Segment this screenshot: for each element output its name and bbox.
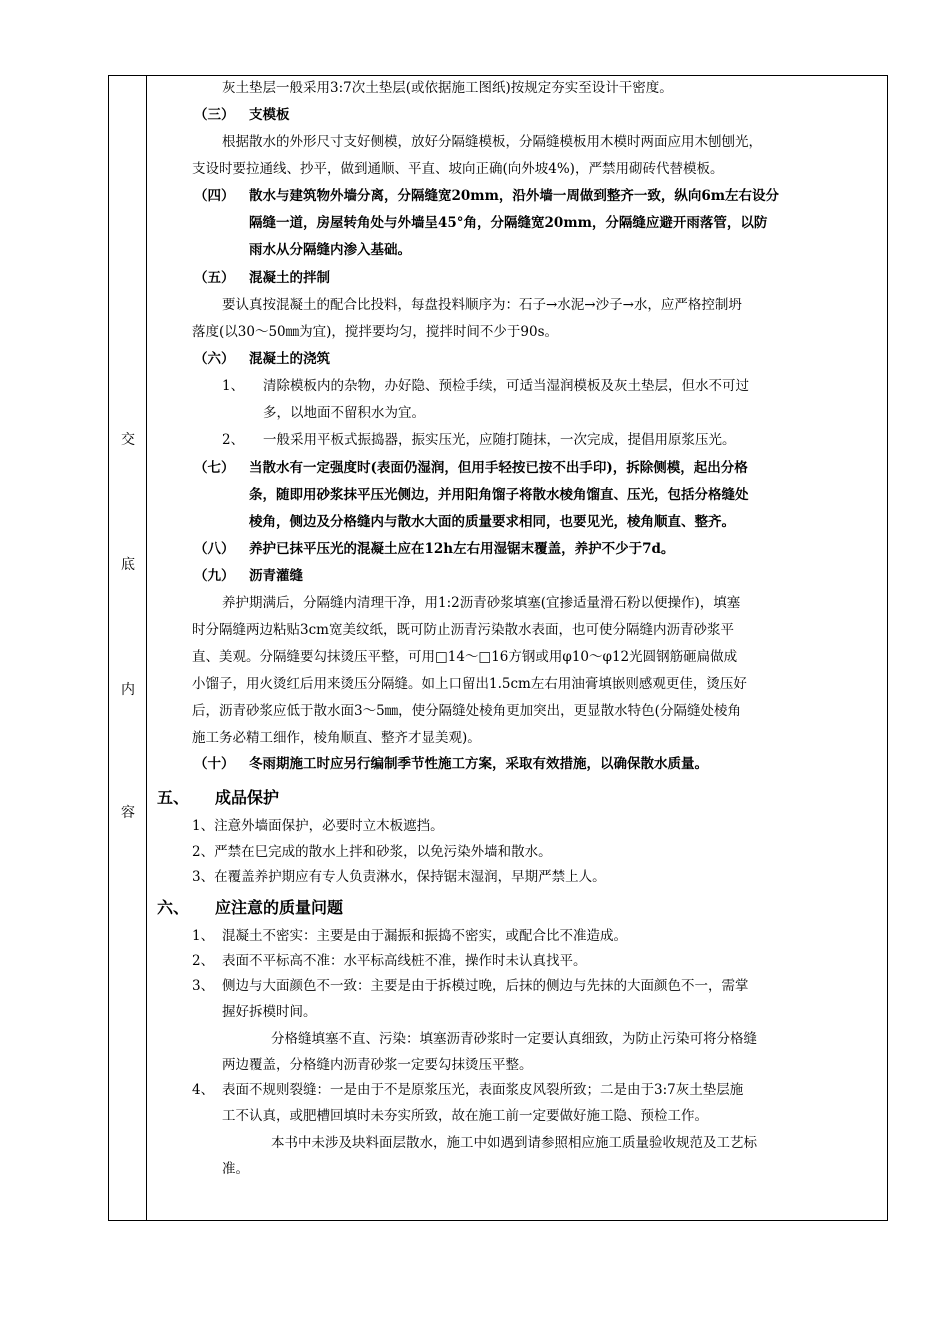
- text-line: 小馏子，用火烫红后用来烫压分隔缝。如上口留出1.5cm左右用油膏填嵌则感观更佳，烫压好: [192, 676, 747, 692]
- section-title: 混凝土的浇筑: [249, 351, 330, 367]
- text-line: 本书中未涉及块料面层散水，施工中如遇到请参照相应施工质量验收规范及工艺标: [271, 1135, 757, 1151]
- text-line: 落度(以30～50㎜为宜)，搅拌要均匀，搅拌时间不少于90s。: [192, 324, 558, 340]
- list-number: 1、: [222, 378, 245, 394]
- text-line: 2、严禁在巳完成的散水上拌和砂浆，以免污染外墙和散水。: [192, 844, 552, 860]
- heading-title: 成品保护: [215, 788, 280, 807]
- text-line: 握好拆模时间。: [222, 1004, 317, 1020]
- text-line: 表面不规则裂缝：一是由于不是原浆压光，表面浆皮风裂所致；二是由于3:7灰土垫层施: [222, 1082, 744, 1098]
- text-line: 工不认真，或肥槽回填时未夯实所致，故在施工前一定要做好施工隐、预检工作。: [222, 1108, 708, 1124]
- text-line: 支设时要拉通线、抄平，做到通顺、平直、坡向正确(向外坡4%)，严禁用砌砖代替模板。: [192, 161, 724, 177]
- text-line: 1、注意外墙面保护，必要时立木板遮挡。: [192, 818, 444, 834]
- heading-number: 五、: [157, 788, 190, 807]
- text-line: 根据散水的外形尺寸支好侧模，放好分隔缝模板，分隔缝模板用木模时两面应用木刨刨光，: [222, 134, 762, 150]
- text-line: 灰土垫层一般采用3:7次土垫层(或依据施工图纸)按规定夯实至设计干密度。: [222, 80, 673, 96]
- text-line: 时分隔缝两边粘贴3cm宽美纹纸，既可防止沥青污染散水表面，也可使分隔缝内沥青砂浆平: [192, 622, 734, 638]
- text-line: 清除模板内的杂物，办好隐、预检手续，可适当湿润模板及灰土垫层，但水不可过: [263, 378, 749, 394]
- document-table: [108, 75, 888, 1221]
- text-line: 后，沥青砂浆应低于散水面3～5㎜，使分隔缝处棱角更加突出，更显散水特色(分隔缝处棱角: [192, 703, 741, 719]
- heading-title: 应注意的质量问题: [215, 898, 344, 917]
- section-title: 混凝土的拌制: [249, 270, 330, 286]
- side-label-char: 底: [121, 557, 135, 573]
- text-line: 施工务必精工细作，棱角顺直、整齐才显美观)。: [192, 730, 481, 746]
- side-label-char: 容: [121, 805, 135, 821]
- section-number: （三）: [194, 107, 235, 123]
- list-number: 4、: [192, 1082, 215, 1098]
- side-label-char: 交: [121, 432, 135, 448]
- section-number: （九）: [194, 568, 235, 584]
- text-line: 一般采用平板式振捣器，振实压光，应随打随抹，一次完成，提倡用原浆压光。: [263, 432, 736, 448]
- section-title: 支模板: [249, 107, 290, 123]
- text-line: 分格缝填塞不直、污染：填塞沥青砂浆时一定要认真细致，为防止污染可将分格缝: [271, 1031, 757, 1047]
- text-line: 要认真按混凝土的配合比投料，每盘投料顺序为：石子→水泥→沙子→水，应严格控制坍: [222, 297, 742, 313]
- section-number: （七）: [194, 460, 235, 476]
- section-number: （六）: [194, 351, 235, 367]
- section-number: （八）: [194, 541, 235, 557]
- text-line: 直、美观。分隔缝要勾抹烫压平整，可用□14～□16方钢或用φ10～φ12光圆钢筋砸扁做成: [192, 649, 738, 665]
- text-line: 侧边与大面颜色不一致：主要是由于拆模过晚，后抹的侧边与先抹的大面颜色不一，需掌: [222, 978, 749, 994]
- text-line: 养护期满后，分隔缝内清理干净，用1:2沥青砂浆填塞(宜掺适量滑石粉以便操作)，填塞: [222, 595, 741, 611]
- text-line: 条，随即用砂浆抹平压光侧边，并用阳角馏子将散水棱角馏直、压光，包括分格缝处: [249, 487, 749, 503]
- text-line: 养护已抹平压光的混凝土应在12h左右用湿锯末覆盖，养护不少于7d。: [249, 541, 675, 557]
- text-line: 表面不平标高不准：水平标高线桩不准，操作时未认真找平。: [222, 953, 587, 969]
- side-label-char: 内: [121, 682, 135, 698]
- list-number: 1、: [192, 928, 215, 944]
- text-line: 准。: [222, 1161, 249, 1177]
- text-line: 冬雨期施工时应另行编制季节性施工方案，采取有效措施，以确保散水质量。: [249, 756, 708, 772]
- section-number: （十）: [194, 756, 235, 772]
- list-number: 2、: [192, 953, 215, 969]
- text-line: 3、在覆盖养护期应有专人负责淋水，保持锯末湿润，早期严禁上人。: [192, 869, 606, 885]
- text-line: 棱角，侧边及分格缝内与散水大面的质量要求相同，也要见光，棱角顺直、整齐。: [249, 514, 735, 530]
- heading-number: 六、: [157, 898, 190, 917]
- text-line: 多，以地面不留积水为宜。: [263, 405, 425, 421]
- text-line: 当散水有一定强度时(表面仍湿润，但用手轻按已按不出手印)，拆除侧模，起出分格: [249, 460, 748, 476]
- text-line: 隔缝一道，房屋转角处与外墙呈45°角，分隔缝宽20mm，分隔缝应避开雨落管，以防: [249, 215, 768, 231]
- text-line: 混凝土不密实：主要是由于漏振和振捣不密实，或配合比不准造成。: [222, 928, 627, 944]
- list-number: 3、: [192, 978, 215, 994]
- content-column: [148, 76, 888, 1220]
- text-line: 散水与建筑物外墙分离，分隔缝宽20mm，沿外墙一周做到整齐一致，纵向6m左右设分: [249, 188, 780, 204]
- section-number: （五）: [194, 270, 235, 286]
- section-number: （四）: [194, 188, 235, 204]
- section-title: 沥青灌缝: [249, 568, 303, 584]
- text-line: 雨水从分隔缝内渗入基础。: [249, 242, 411, 258]
- list-number: 2、: [222, 432, 245, 448]
- side-label-column: [109, 76, 147, 1220]
- text-line: 两边覆盖，分格缝内沥青砂浆一定要勾抹烫压平整。: [222, 1057, 533, 1073]
